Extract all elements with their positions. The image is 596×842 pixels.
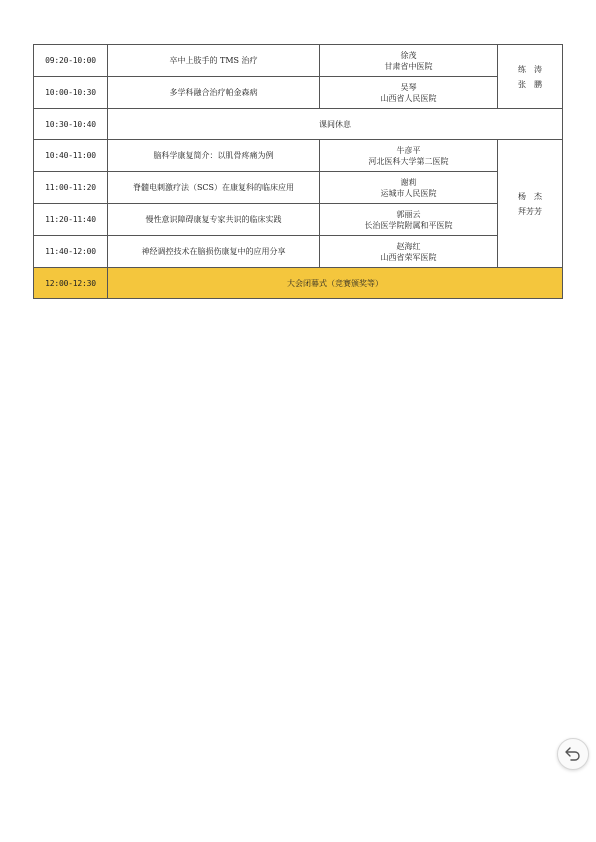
schedule-row: [34, 140, 563, 172]
speaker-hospital: 长治医学院附属和平医院: [364, 220, 453, 230]
chair-cell: [498, 140, 563, 268]
session-topic: 脊髓电刺激疗法（SCS）在康复科的临床应用: [108, 172, 320, 204]
chair-name: 张 鹏: [518, 79, 542, 89]
session-time: 11:40-12:00: [34, 236, 108, 268]
session-time: 10:00-10:30: [34, 77, 108, 109]
schedule-row: [34, 77, 563, 109]
speaker-hospital: 山西省人民医院: [380, 93, 437, 103]
chair-name: 练 涛: [518, 64, 542, 74]
session-topic: 慢性意识障碍康复专家共识的临床实践: [108, 204, 320, 236]
schedule-row: [34, 45, 563, 77]
schedule-row: [34, 172, 563, 204]
session-topic: 卒中上肢手的 TMS 治疗: [108, 45, 320, 77]
speaker-name: 谢莉: [400, 177, 417, 187]
back-arrow-icon: [565, 747, 581, 761]
session-time: 10:30-10:40: [34, 109, 108, 140]
speaker-name: 赵海红: [396, 241, 421, 251]
session-topic: 脑科学康复简介：以肌骨疼痛为例: [108, 140, 320, 172]
chair-name: 杨 杰: [518, 191, 542, 201]
closing-label: 大会闭幕式（竞赛颁奖等）: [108, 268, 563, 299]
break-row: [34, 109, 563, 140]
speaker-name: 吴琴: [400, 82, 417, 92]
speaker-name: 牛彦平: [396, 145, 421, 155]
schedule-row: [34, 236, 563, 268]
speaker-name: 郭丽云: [396, 209, 421, 219]
speaker-cell: [320, 77, 498, 109]
session-time: 09:20-10:00: [34, 45, 108, 77]
speaker-hospital: 运城市人民医院: [380, 188, 437, 198]
closing-row: [34, 268, 563, 299]
speaker-cell: [320, 204, 498, 236]
speaker-cell: [320, 172, 498, 204]
schedule-row: [34, 204, 563, 236]
speaker-cell: [320, 45, 498, 77]
session-time: 11:20-11:40: [34, 204, 108, 236]
back-button[interactable]: [557, 738, 589, 770]
session-time: 12:00-12:30: [34, 268, 108, 299]
schedule-table: [33, 44, 563, 299]
session-topic: 多学科融合治疗帕金森病: [108, 77, 320, 109]
chair-name: 拜芳芳: [518, 206, 542, 216]
chair-cell: [498, 45, 563, 109]
speaker-cell: [320, 140, 498, 172]
speaker-cell: [320, 236, 498, 268]
speaker-hospital: 山西省荣军医院: [380, 252, 437, 262]
break-label: 课间休息: [108, 109, 563, 140]
speaker-hospital: 甘肃省中医院: [384, 61, 433, 71]
session-time: 11:00-11:20: [34, 172, 108, 204]
speaker-hospital: 河北医科大学第二医院: [368, 156, 449, 166]
session-topic: 神经调控技术在脑损伤康复中的应用分享: [108, 236, 320, 268]
session-time: 10:40-11:00: [34, 140, 108, 172]
speaker-name: 徐茂: [400, 50, 417, 60]
